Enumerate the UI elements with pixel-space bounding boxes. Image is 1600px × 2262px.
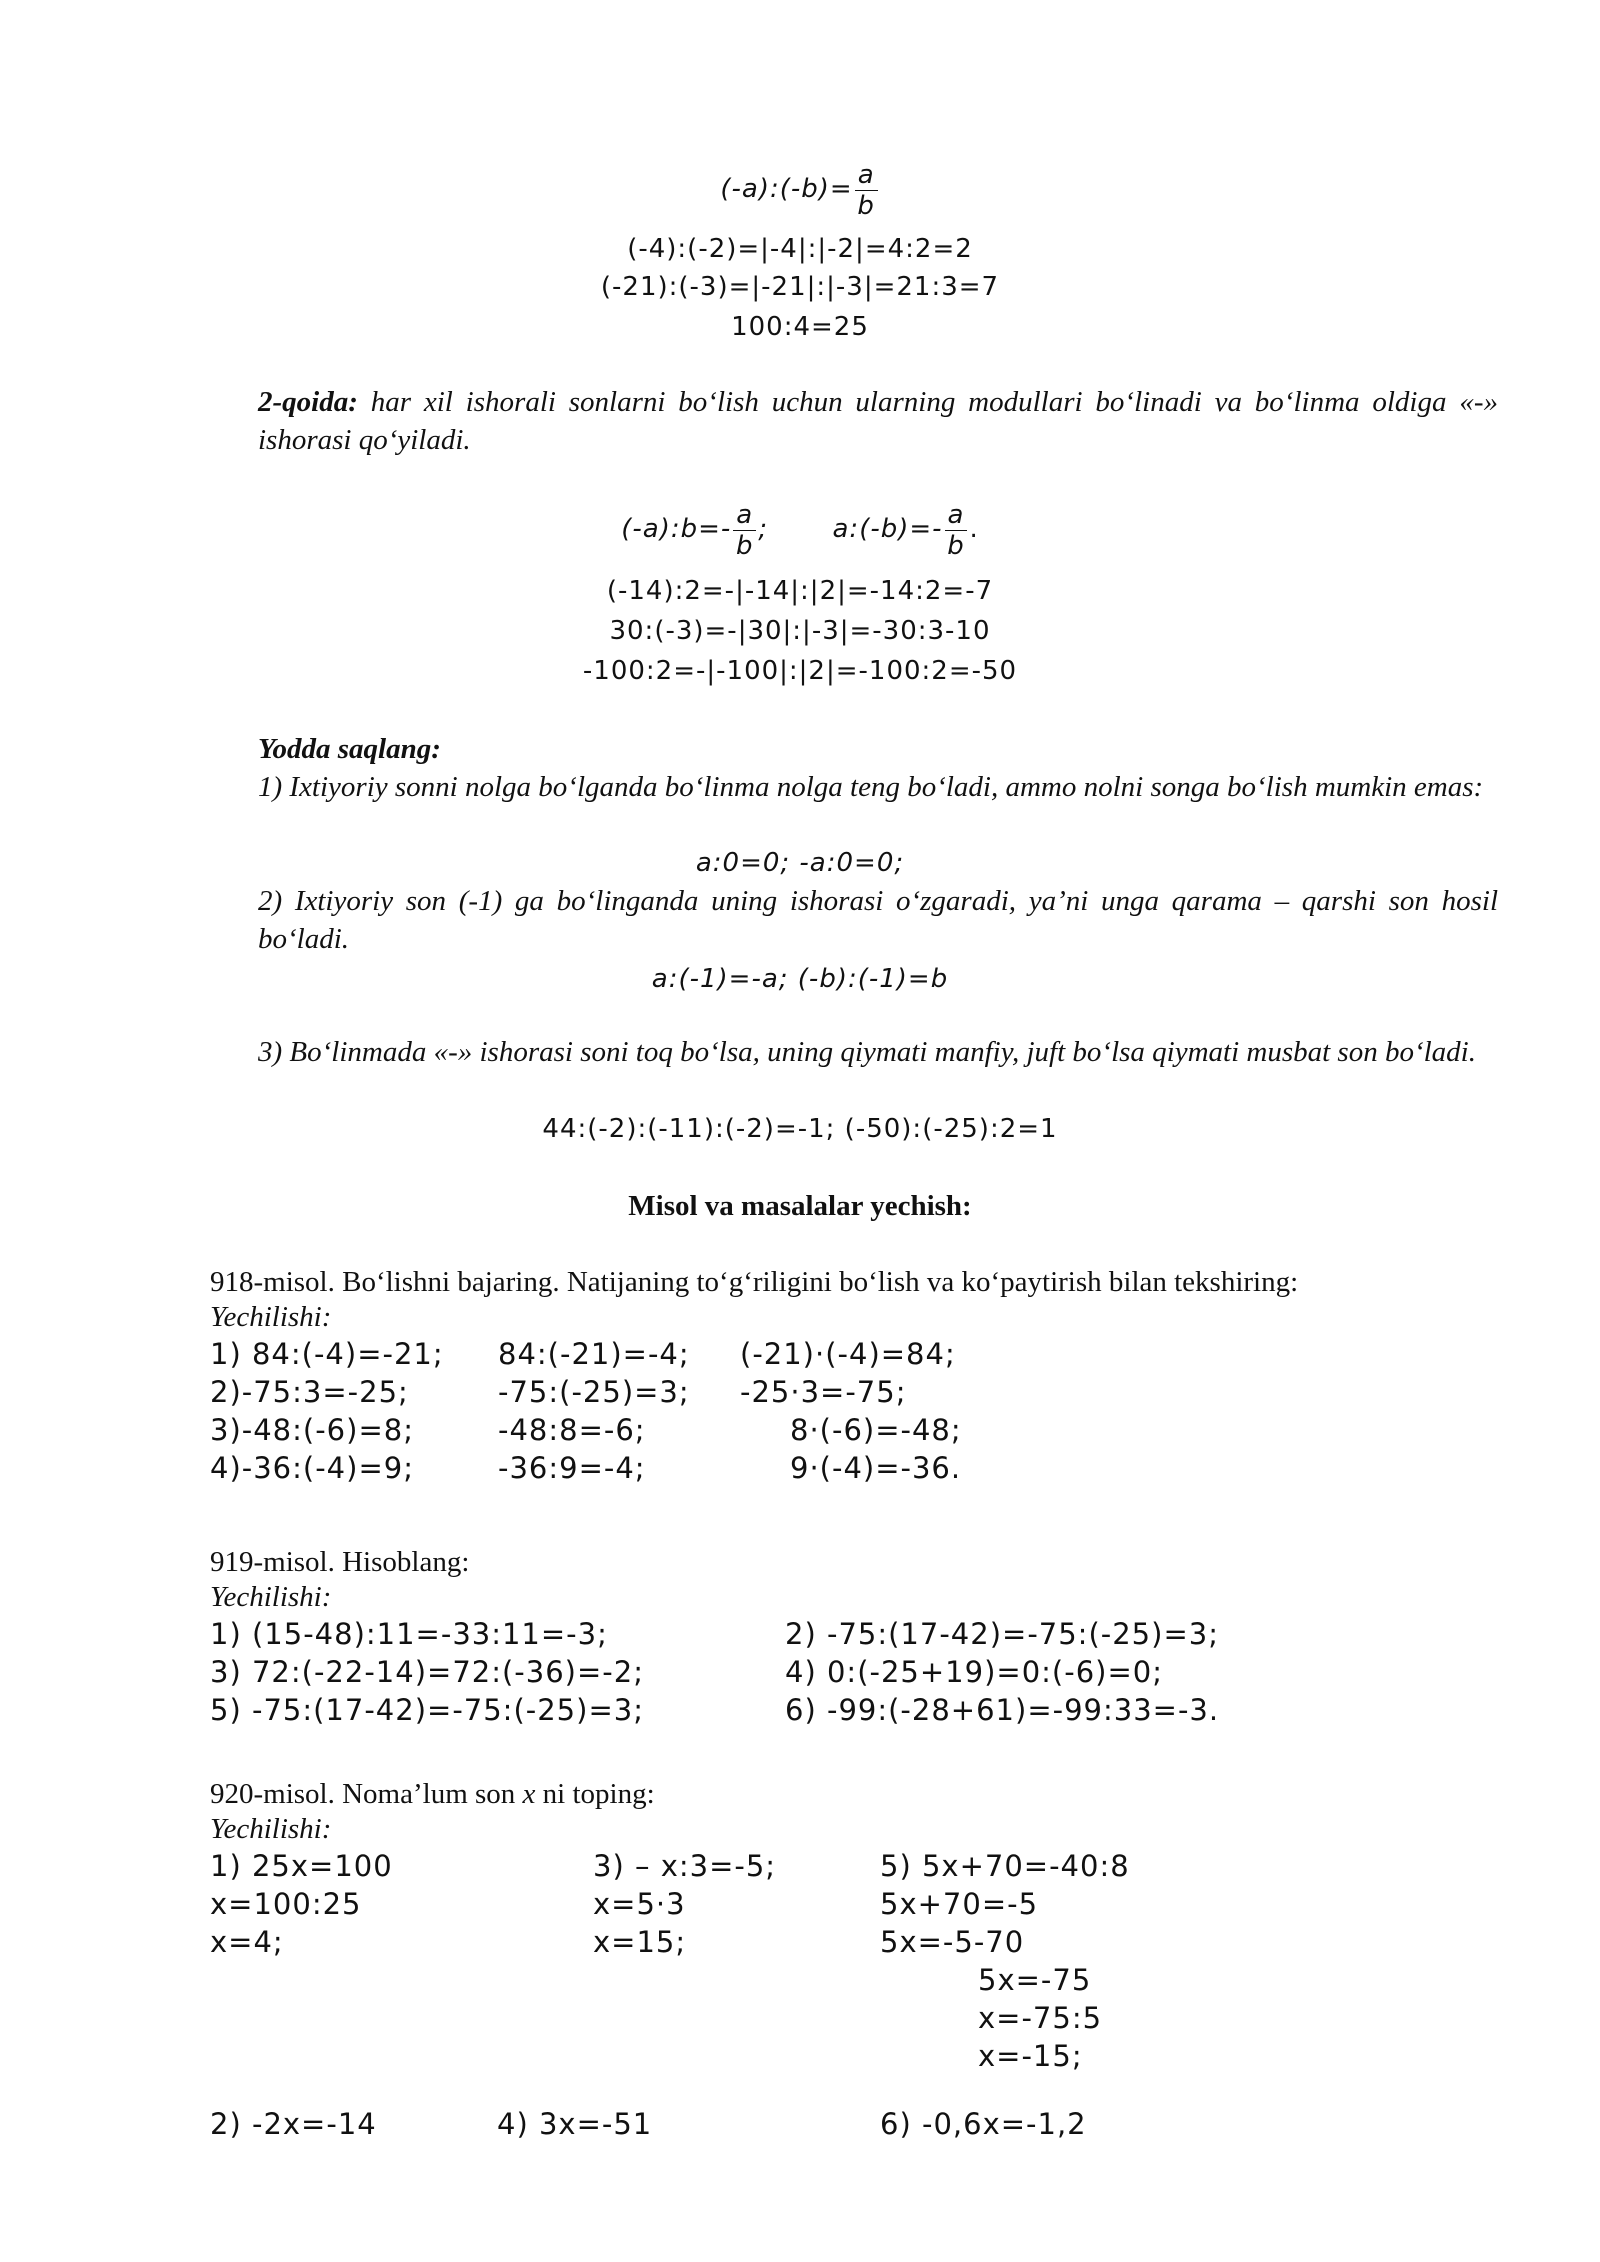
solution-line: -75:(-25)=3; [498,1375,690,1409]
remember-formula-2: a:(-1)=-a; (-b):(-1)=b [651,964,949,994]
solution-line: 9·(-4)=-36. [790,1451,962,1485]
solution-line: 4) 0:(-25+19)=0:(-6)=0; [785,1655,1163,1689]
formula-same-sign [0,160,1600,221]
example-line: 30:(-3)=-|30|:|-3|=-30:3-10 [609,616,991,646]
solution-line: 2) -2x=-14 [210,2107,377,2141]
solution-line: 5) 5x+70=-40:8 [880,1849,1130,1883]
remember-formula-1: a:0=0; -a:0=0; [695,848,905,878]
exercise-918-title: 918-misol. Bo‘lishni bajaring. Natijaning to‘g‘riligini bo‘lish va ko‘paytirish bilan tekshiring: [210,1266,1299,1298]
fraction-denominator: b [857,191,875,221]
solution-line: 1) 84:(-4)=-21; [210,1337,444,1371]
solution-line: -48:8=-6; [498,1413,646,1447]
solution-line: x=4; [210,1925,284,1959]
solution-line: 6) -99:(-28+61)=-99:33=-3. [785,1693,1220,1727]
fraction [945,500,968,561]
solution-line: 5x=-75 [978,1963,1092,1997]
example-line: (-21):(-3)=|-21|:|-3|=21:3=7 [600,272,1000,302]
rule-paragraph [258,383,1498,459]
solution-line: 3) 72:(-22-14)=72:(-36)=-2; [210,1655,644,1689]
solution-line: x=-15; [978,2039,1083,2073]
solution-line: 6) -0,6x=-1,2 [880,2107,1087,2141]
formula-end: ; [758,514,768,545]
remember-point-3: 3) Bo‘linmada «-» ishorasi soni toq bo‘lsa, uning qiymati manfiy, juft bo‘lsa qiymati musbat son bo‘ladi. [258,1036,1476,1068]
solution-line: (-21)·(-4)=84; [740,1337,956,1371]
solution-line: 5x+70=-5 [880,1887,1039,1921]
solution-line: 1) 25x=100 [210,1849,393,1883]
solution-line: x=5·3 [593,1887,686,1921]
fraction-numerator: a [855,160,878,191]
formula-lhs: a:(-b)=- [832,514,943,545]
solution-line: 8·(-6)=-48; [790,1413,962,1447]
example-line: 100:4=25 [731,312,869,342]
exercise-920-title [210,1775,655,1813]
solution-line: 4)-36:(-4)=9; [210,1451,414,1485]
solution-line: x=-75:5 [978,2001,1103,2035]
solution-label: Yechilishi: [210,1813,332,1845]
exercise-919-title: 919-misol. Hisoblang: [210,1546,470,1578]
solution-line: 2) -75:(17-42)=-75:(-25)=3; [785,1617,1219,1651]
remember-point-1: 1) Ixtiyoriy sonni nolga bo‘lganda bo‘linma nolga teng bo‘ladi, ammo nolni songa bo‘lish mumkin emas: [258,771,1484,803]
title-text: ni toping: [535,1778,655,1810]
solution-line: -36:9=-4; [498,1451,646,1485]
solution-label: Yechilishi: [210,1301,332,1333]
variable-x: x [522,1778,536,1810]
title-text: 920-misol. Noma’lum son [210,1778,523,1810]
solution-line: 84:(-21)=-4; [498,1337,690,1371]
rule-text: har xil ishorali sonlarni bo‘lish uchun ularning modullari bo‘linadi va bo‘linma oldiga «-» ishorasi qo‘yiladi. [258,386,1498,456]
solution-line: 2)-75:3=-25; [210,1375,409,1409]
remember-formula-3: 44:(-2):(-11):(-2)=-1; (-50):(-25):2=1 [542,1114,1058,1144]
example-line: (-14):2=-|-14|:|2|=-14:2=-7 [606,576,994,606]
remember-title: Yodda saqlang: [258,733,441,765]
formula-lhs: (-a):(-b)= [720,174,853,205]
solution-label: Yechilishi: [210,1581,332,1613]
solution-line: -25·3=-75; [740,1375,907,1409]
fraction-denominator: b [736,531,754,561]
rule-title: 2-qoida: [258,386,358,418]
fraction-numerator: a [945,500,968,531]
solution-line: x=100:25 [210,1887,362,1921]
formula-end: . [969,514,979,545]
remember-point-2: 2) Ixtiyoriy son (-1) ga bo‘linganda uning ishorasi o‘zgaradi, ya’ni unga qarama – qarshi son hosil bo‘ladi. [258,885,1498,955]
fraction [855,160,878,221]
fraction [733,500,756,561]
example-line: -100:2=-|-100|:|2|=-100:2=-50 [582,656,1018,686]
formula-diff-sign [0,500,1600,561]
section-title: Misol va masalalar yechish: [628,1190,972,1222]
formula-lhs: (-a):b=- [621,514,732,545]
example-line: (-4):(-2)=|-4|:|-2|=4:2=2 [627,234,973,264]
solution-line: 5x=-5-70 [880,1925,1025,1959]
solution-line: 3)-48:(-6)=8; [210,1413,414,1447]
solution-line: 4) 3x=-51 [497,2107,653,2141]
fraction-denominator: b [947,531,965,561]
solution-line: x=15; [593,1925,687,1959]
solution-line: 3) – x:3=-5; [593,1849,777,1883]
solution-line: 1) (15-48):11=-33:11=-3; [210,1617,608,1651]
solution-line: 5) -75:(17-42)=-75:(-25)=3; [210,1693,644,1727]
fraction-numerator: a [733,500,756,531]
